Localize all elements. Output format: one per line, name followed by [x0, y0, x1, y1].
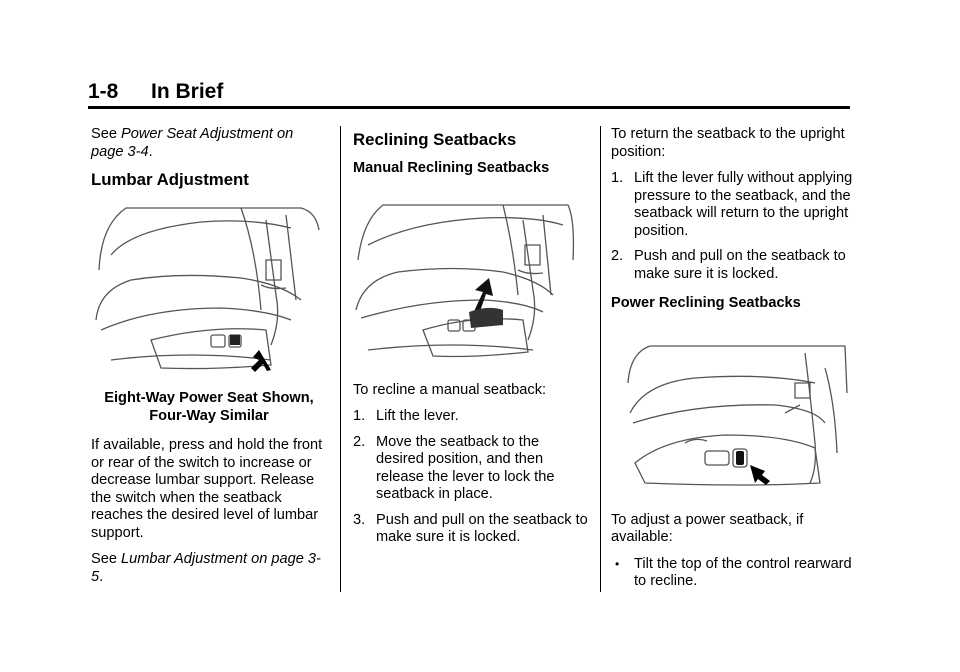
- power-bullet-1: • Tilt the top of the control rearward to recline.: [615, 555, 852, 589]
- column-2: [353, 126, 589, 555]
- column-divider-1: [340, 126, 341, 592]
- manual-recline-intro: To recline a manual seatback:: [353, 381, 547, 398]
- power-seat-link[interactable]: Power Seat Adjustment on page 3-4: [91, 126, 294, 160]
- power-recline-illustration: [625, 343, 850, 488]
- upright-step-1: 1. Lift the lever fully without applying pressure to the seatback, and the seatback will return to the upright position.: [611, 170, 853, 239]
- power-reclining-subheading: Power Reclining Seatbacks: [611, 295, 801, 311]
- lumbar-seat-illustration: [91, 200, 321, 380]
- lumbar-instructions: If available, press and hold the front or rear of the switch to increase or decrease lumbar support. Release the switch when the seatback reaches the desired level of lumbar support.: [91, 437, 323, 541]
- upright-intro: To return the seatback to the upright position:: [611, 126, 845, 160]
- power-recline-intro: To adjust a power seatback, if available:: [611, 511, 804, 545]
- page-header: [88, 78, 850, 109]
- page-number: 1-8: [88, 80, 119, 103]
- upright-step-2: 2. Push and pull on the seatback to make sure it is locked.: [611, 248, 846, 282]
- lumbar-heading: Lumbar Adjustment: [91, 170, 249, 189]
- see-reference-lumbar: See Lumbar Adjustment on page 3-5.: [91, 551, 321, 585]
- lumbar-link[interactable]: Lumbar Adjustment on page 3-5: [91, 551, 321, 585]
- figure-caption: Eight-Way Power Seat Shown, Four-Way Similar: [104, 390, 314, 424]
- manual-recline-illustration: [353, 200, 578, 360]
- column-3: [611, 126, 855, 599]
- manual-reclining-subheading: Manual Reclining Seatbacks: [353, 160, 550, 176]
- manual-step-3: 3. Push and pull on the seatback to make sure it is locked.: [353, 511, 588, 545]
- reclining-heading: Reclining Seatbacks: [353, 130, 517, 149]
- manual-step-2: 2. Move the seatback to the desired position, and then release the lever to lock the seatback in place.: [353, 433, 555, 502]
- column-1: [91, 126, 327, 595]
- see-reference-power-seat: See Power Seat Adjustment on page 3-4.: [91, 126, 294, 160]
- manual-step-1: 1. Lift the lever.: [353, 408, 459, 424]
- section-title: In Brief: [151, 80, 224, 103]
- bullet-icon: •: [615, 556, 620, 571]
- column-divider-2: [600, 126, 601, 592]
